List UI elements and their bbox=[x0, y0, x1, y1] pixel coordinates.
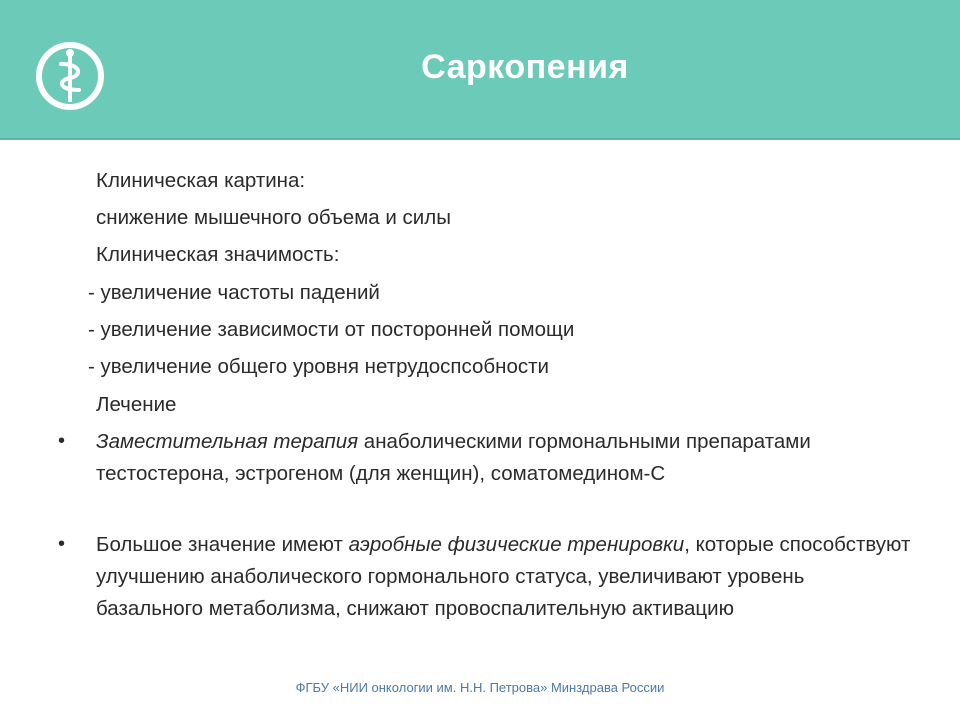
bullet-italic-text: Заместительная терапия bbox=[96, 430, 359, 453]
clinical-picture-label: Клиническая картина: bbox=[96, 169, 306, 192]
slide-title: Саркопения bbox=[421, 48, 629, 86]
bullet-text: , которые способствуют улучшению анаболического гормонального статуса, увеличивают уровень базального метаболизма, снижают провоспалительную активацию bbox=[96, 533, 911, 620]
bullet-icon: • bbox=[58, 430, 66, 452]
bullet-item bbox=[96, 426, 916, 490]
significance-item: - увеличение общего уровня нетрудоспсобности bbox=[88, 355, 549, 378]
slide-footer: ФГБУ «НИИ онкологии им. Н.Н. Петрова» Минздрава России bbox=[295, 680, 665, 695]
bullet-icon: • bbox=[58, 533, 66, 555]
significance-item: - увеличение зависимости от посторонней помощи bbox=[88, 318, 575, 341]
clinical-significance-label: Клиническая значимость: bbox=[96, 243, 340, 266]
bullet-text: анаболическими гормональными препаратами тестостерона, эстрогеном (для женщин), соматомедином-С bbox=[96, 430, 811, 485]
clinical-picture-text: снижение мышечного объема и силы bbox=[96, 206, 451, 229]
bullet-text: Большое значение имеют bbox=[96, 533, 349, 556]
bullet-italic-text: аэробные физические тренировки bbox=[348, 533, 685, 556]
significance-item: - увеличение частоты падений bbox=[88, 281, 380, 304]
bullet-item bbox=[96, 529, 916, 625]
slide-header bbox=[0, 0, 960, 140]
treatment-label: Лечение bbox=[96, 393, 177, 416]
